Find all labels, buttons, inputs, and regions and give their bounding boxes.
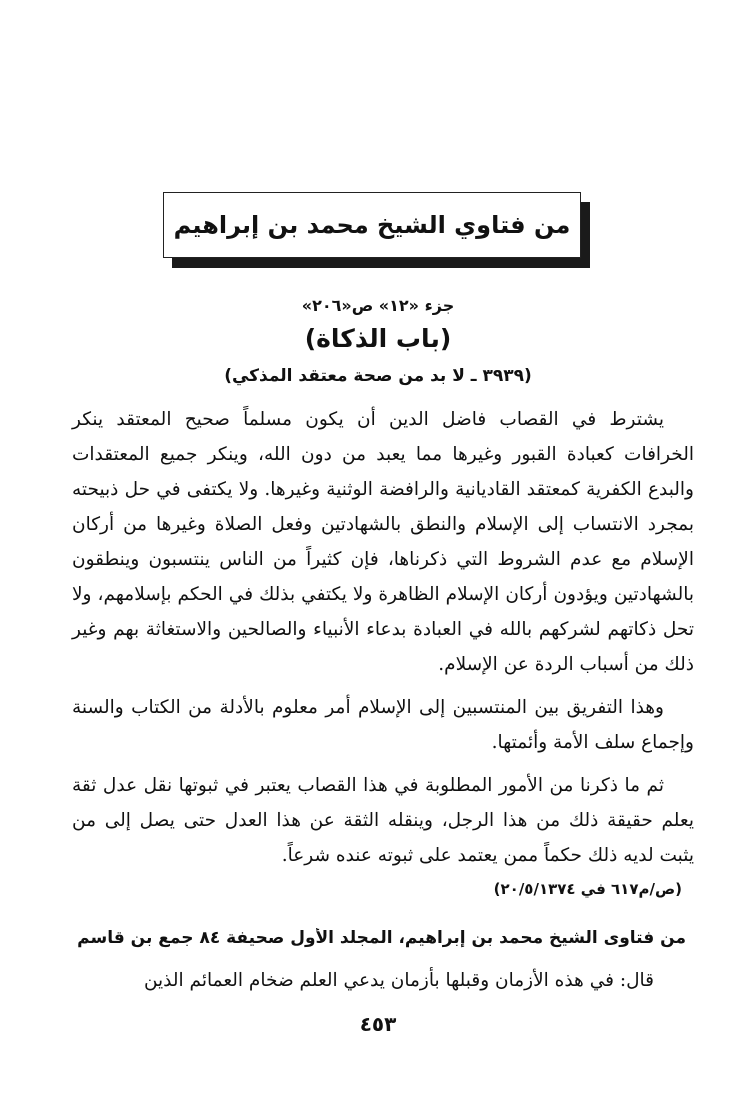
page-number: ٤٥٣ (359, 1012, 397, 1036)
paragraph-3: ثم ما ذكرنا من الأمور المطلوبة في هذا القصاب يعتبر في ثبوتها نقل عدل ثقة يعلم حقيقة ذلك من هذا الرجل، وينقله الثقة عن هذا العدل حتى يصل إلى من يثبت لديه ذلك حكماً ممن يعتمد على ثبوته عنده شرعاً. (72, 775, 694, 866)
fatwa-body (72, 402, 694, 873)
continuation-line: قال: في هذه الأزمان وقبلها بأزمان يدعي العلم ضخام العمائم الذين (143, 970, 654, 991)
paragraph-2: وهذا التفريق بين المنتسبين إلى الإسلام أمر معلوم بالأدلة من الكتاب والسنة وإجماع سلف الأمة وأئمتها. (72, 697, 694, 753)
chapter-title: (باب الذكاة) (304, 324, 452, 353)
page-title: من فتاوي الشيخ محمد بن إبراهيم (173, 211, 571, 239)
fatwa-reference: (ص/م٦١٧ في ٢٠/٥/١٣٧٤) (493, 880, 682, 898)
title-box (163, 192, 581, 258)
paragraph-1: يشترط في القصاب فاضل الدين أن يكون مسلماً صحيح المعتقد ينكر الخرافات كعبادة القبور وغيرها مما يعبد من دون الله، وينكر جميع المعتقدات والبدع الكفرية كمعتقد القاديانية والرافضة الوثنية وغيرها. ولا يكتفى في حل ذبيحته بمجرد الانتساب إلى الإسلام والنطق بالشهادتين وفعل الصلاة وغيرها من أركان الإسلام مع عدم الشروط التي ذكرناها، فإن كثيراً من الناس ينتسبون وينطقون بالشهادتين ويؤدون أركان الإسلام الظاهرة ولا يكتفي بذلك في الحكم بإسلامهم، ولا تحل ذكاتهم لشركهم بالله في العبادة بدعاء الأنبياء والصالحين والاستغاثة بهم وغير ذلك من أسباب الردة عن الإسلام. (72, 409, 694, 675)
second-source-heading: من فتاوى الشيخ محمد بن إبراهيم، المجلد الأول صحيفة ٨٤ جمع بن قاسم (77, 928, 686, 948)
volume-reference: جزء «١٢» ص«٢٠٦» (301, 296, 455, 315)
fatwa-item-title: (٣٩٣٩ ـ لا بد من صحة معتقد المذكي) (224, 366, 532, 386)
